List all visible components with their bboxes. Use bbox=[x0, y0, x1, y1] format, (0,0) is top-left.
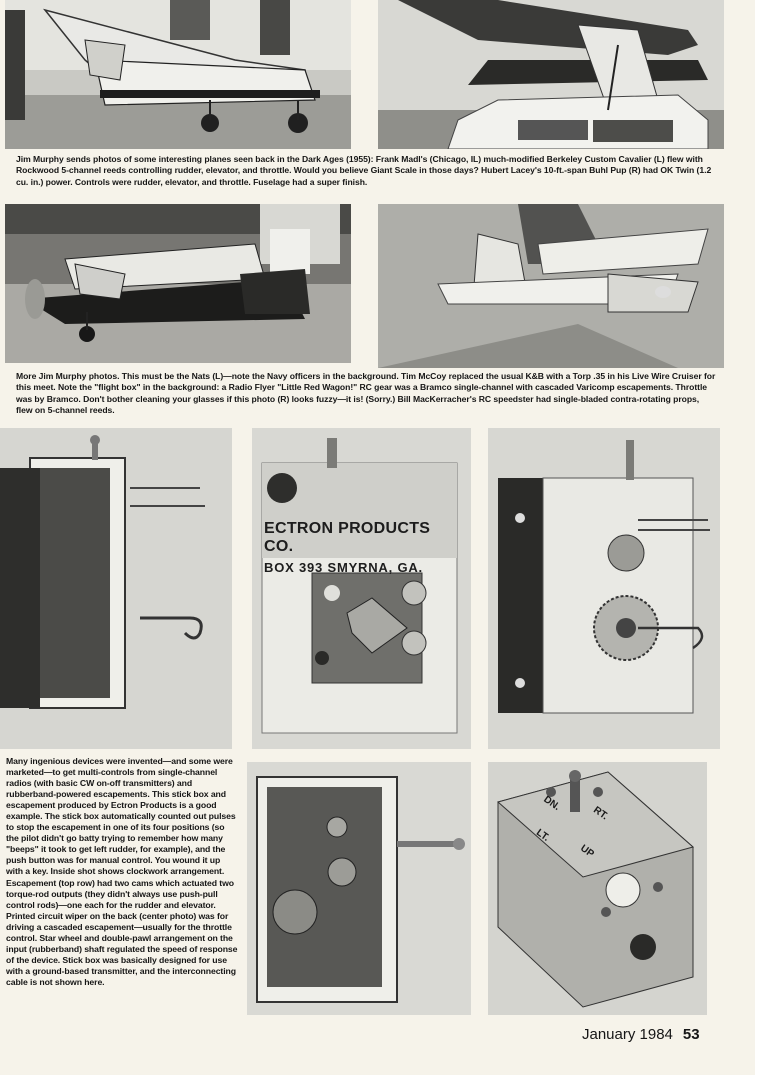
article-body-text: Many ingenious devices were invented—and some were marketed—to get multi-controls from single-channel radios (with basic CW on-off transmitters) and rubberband-powered escapements. This stick box and escapement produced by Ectron Products is a good example. The stick box automatically counted out pulses to stop the escapement in one of its four positions (so the pilot didn't go batty trying to remember how many "beeps" it took to get left rudder, for example), and the push button was for manual control. You wound it up with a key. Inside shot shows clockwork arrangement. Escapement (top row) had two cams which actuated two torque-rod outputs (they didn't always use push-pull control rods)—one each for the rudder and elevator. Printed circuit wiper on the back (center photo) was for driving a cascaded escapement—usually for the throttle control. Star wheel and double-pawl arrangement on the input (rubberband) shaft regulated the speed of response of the device. Stick box was basically designed for use with a ground-based transmitter, and the interconnecting cable is not shown here. bbox=[6, 756, 238, 987]
photo-escapement-gears bbox=[488, 428, 720, 749]
photo-stick-box-exterior bbox=[488, 762, 707, 1015]
photo-rc-speedster bbox=[378, 204, 724, 368]
photo-escapement-side bbox=[0, 428, 232, 749]
stick-label-dn: DN. bbox=[541, 794, 562, 813]
nameplate-line-2: BOX 393 SMYRNA, GA. bbox=[264, 560, 423, 575]
page-footer bbox=[582, 1026, 700, 1043]
photo-live-wire-cruiser bbox=[5, 204, 351, 363]
caption-top: Jim Murphy sends photos of some interesting planes seen back in the Dark Ages (1955): Frank Madl's (Chicago, IL) much-modified Berkeley Custom Cavalier (L) flew with Rockwood 5-channel reeds controlling rudder, elevator, and throttle. Would you believe Giant Scale in those days? Hubert Lacey's 10-ft.-span Buhl Pup (R) had OK Twin (1.2 cu. in.) power. Controls were rudder, elevator, and throttle. Fuselage had a super finish. bbox=[16, 154, 712, 187]
photo-buhl-pup bbox=[378, 0, 724, 149]
photo-stick-box-inside bbox=[247, 762, 471, 1015]
nameplate-line-1: ECTRON PRODUCTS CO. bbox=[264, 520, 431, 555]
ectron-nameplate bbox=[264, 520, 464, 575]
issue-date: January 1984 bbox=[582, 1026, 673, 1043]
stick-label-rt: RT. bbox=[591, 804, 610, 823]
photo-ectron-back-plate bbox=[252, 428, 471, 749]
page-number: 53 bbox=[682, 1026, 700, 1043]
photo-berkeley-cavalier bbox=[5, 0, 351, 149]
caption-middle: More Jim Murphy photos. This must be the Nats (L)—note the Navy officers in the background. Tim McCoy replaced the usual K&B with a Torp .35 in his Live Wire Cruiser for this meet. Note the "flight box" in the background: a Radio Flyer "Little Red Wagon!" RC gear was a Bramco single-channel with cascaded Varicomp escapements. Throttle was by Bramco. Don't bother cleaning your glasses if this photo (R) looks fuzzy—it is! (Sorry.) Bill MacKerracher's RC speedster had single-bladed contra-rotating props, flew on 5-channel reeds. bbox=[16, 371, 716, 415]
stick-label-up: UP bbox=[578, 843, 596, 860]
stick-label-lt: LT. bbox=[534, 827, 552, 844]
page-margin bbox=[755, 0, 775, 1075]
